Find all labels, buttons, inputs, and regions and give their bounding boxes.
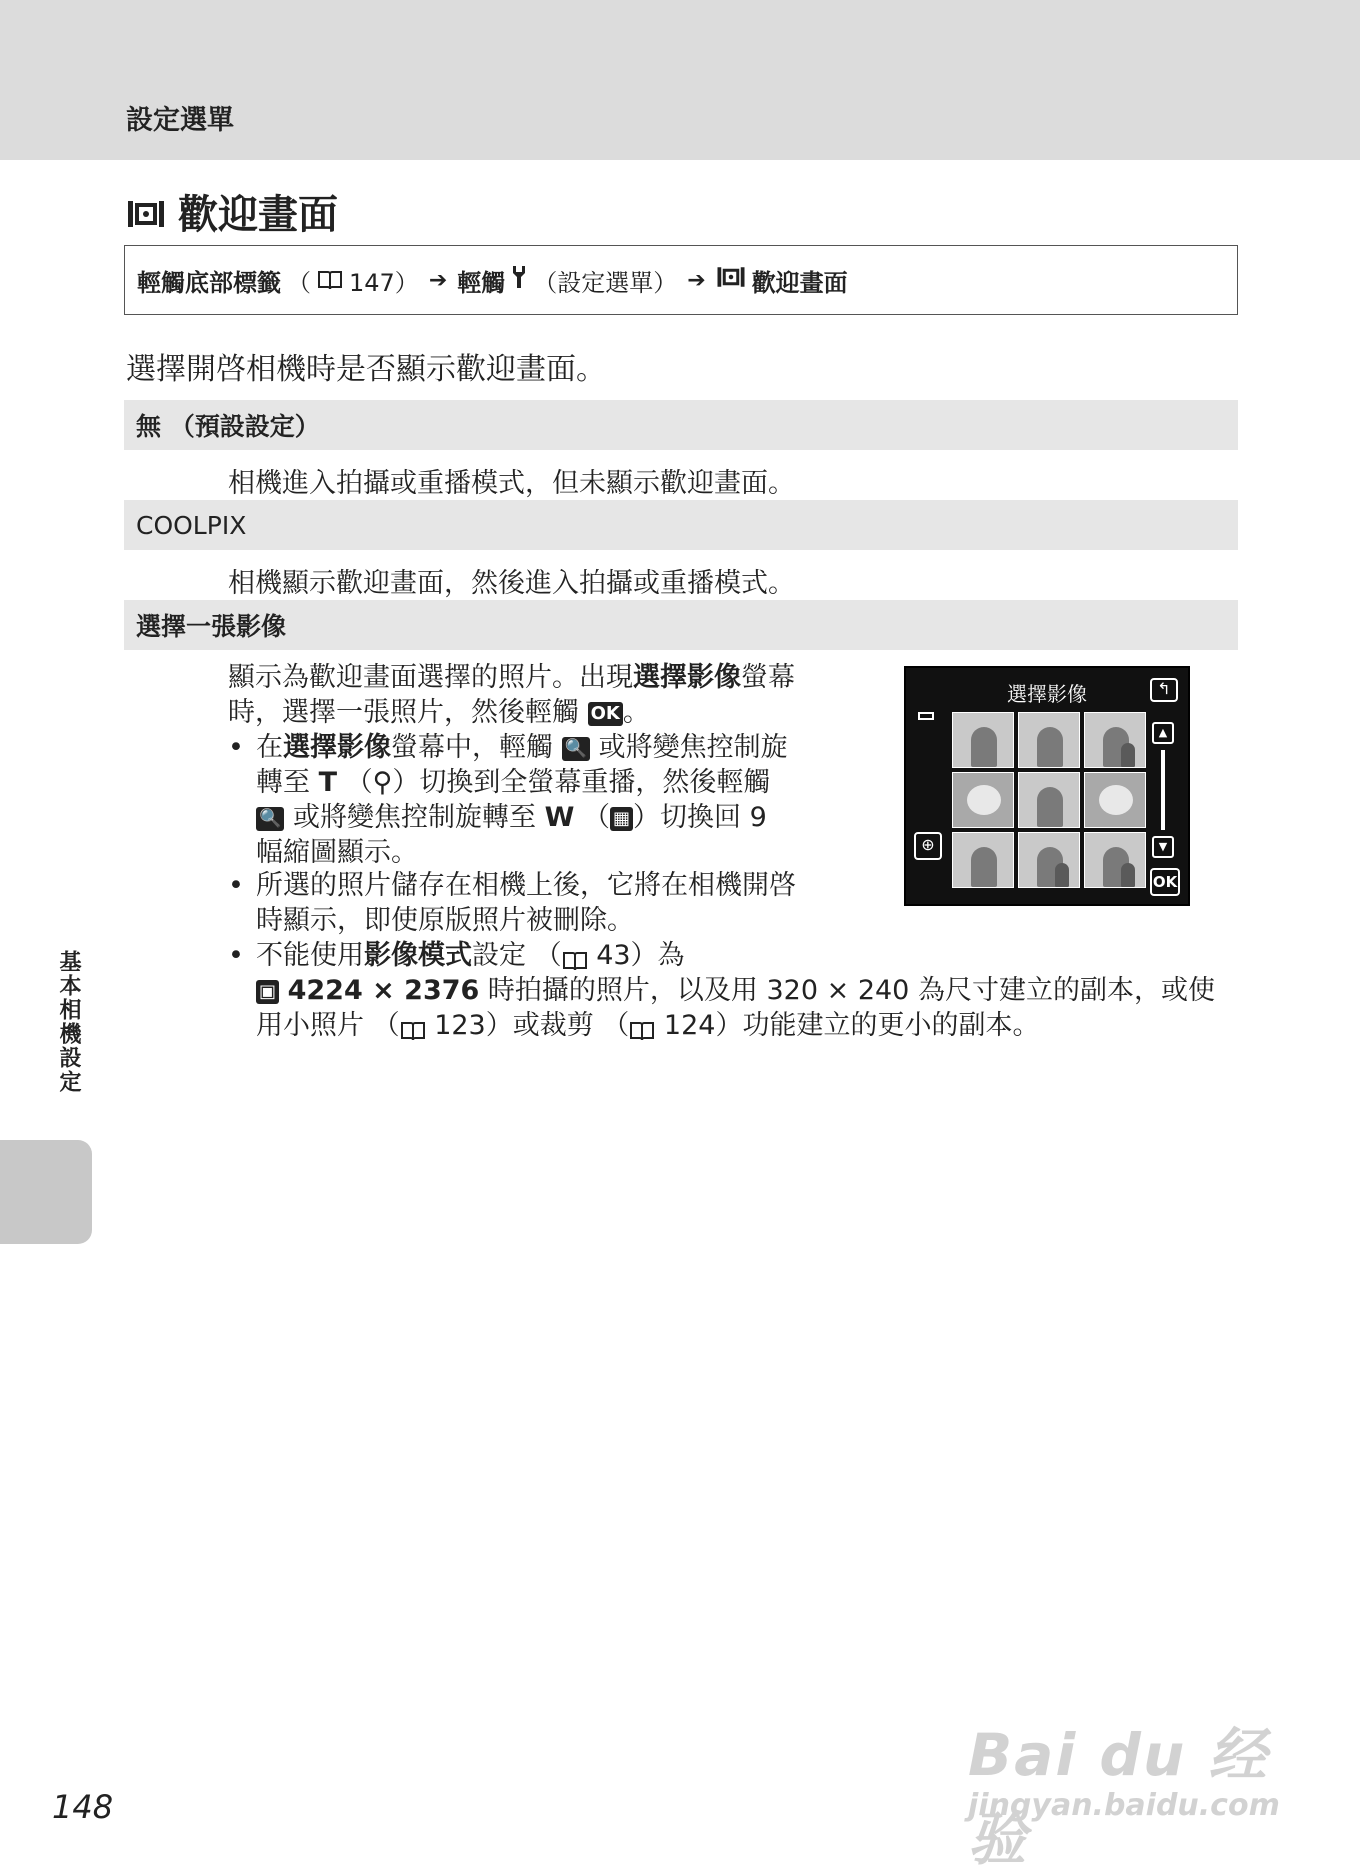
arrow-right-icon: ➔ <box>428 267 448 293</box>
option-header-coolpix: COOLPIX <box>124 500 1238 550</box>
bullet-text: 所選的照片儲存在相機上後，它將在相機開啓 <box>256 870 796 901</box>
bullet-bold: 選擇影像 <box>283 732 391 763</box>
option-header-none: 無 （預設設定） <box>124 400 1238 450</box>
bullet-text: 124）功能建立的更小的副本。 <box>663 1010 1040 1041</box>
scroll-track <box>1161 750 1165 830</box>
bullet-bold: 影像模式 <box>364 940 472 971</box>
thumbnail <box>1084 712 1146 768</box>
nav-step-1: 輕觸底部標籤 <box>137 268 281 297</box>
desc-text: 螢幕 <box>741 662 795 693</box>
book-icon <box>629 1016 655 1038</box>
wrench-icon <box>511 265 527 295</box>
bullet-text: ）切換回 9 <box>633 802 767 833</box>
desc-bold: 選擇影像 <box>633 662 741 693</box>
option-desc-none: 相機進入拍攝或重播模式，但未顯示歡迎畫面。 <box>228 468 795 499</box>
bullet-2: • 所選的照片儲存在相機上後，它將在相機開啓 時顯示，即使原版照片被刪除。 <box>256 868 876 938</box>
bullet-text: 轉至 <box>256 767 310 798</box>
nav-step-2b: （設定選單） <box>533 268 678 297</box>
image-mode-icon: ▣ <box>256 980 279 1004</box>
bullet-text: 123）或裁剪 （ <box>434 1010 630 1041</box>
thumbnail-grid-icon: ▦ <box>610 807 633 831</box>
bullet-text: 在 <box>256 732 283 763</box>
welcome-screen-icon <box>126 195 166 229</box>
scrollbar <box>1152 722 1174 858</box>
nav-ref: 147） <box>349 268 419 297</box>
option-header-select-image: 選擇一張影像 <box>124 600 1238 650</box>
thumbnail <box>952 712 1014 768</box>
thumbnail <box>1084 772 1146 828</box>
bullet-text: 或將變焦控制旋轉至 <box>293 802 537 833</box>
bullet-text: 不能使用 <box>256 940 364 971</box>
camera-screen-illustration <box>904 666 1190 906</box>
side-tab-marker <box>0 1140 92 1244</box>
bullet-text: 時拍攝的照片，以及用 320 × 240 為尺寸建立的副本，或使 <box>487 975 1215 1006</box>
side-tab-label: 基本相機設定 <box>56 950 81 1094</box>
thumbnail <box>1018 712 1080 768</box>
thumbnail <box>1084 832 1146 888</box>
book-icon <box>562 946 588 968</box>
bullet-bold: W <box>544 802 575 833</box>
scroll-down-icon: ▼ <box>1152 836 1174 858</box>
bullet-text: （ <box>583 802 610 833</box>
nav-step-3: 歡迎畫面 <box>751 268 848 297</box>
back-icon: ↰ <box>1150 678 1178 702</box>
scroll-up-icon: ▲ <box>1152 722 1174 744</box>
nav-step-2: 輕觸 <box>457 268 506 297</box>
navigation-path <box>124 245 1238 315</box>
welcome-screen-icon <box>716 264 746 296</box>
bullet-text: 設定 （ <box>472 940 562 971</box>
thumbnail <box>1018 772 1080 828</box>
page-heading <box>126 183 338 240</box>
battery-icon <box>918 712 934 720</box>
arrow-right-icon: ➔ <box>687 267 706 293</box>
select-image-description <box>228 660 868 730</box>
bullet-text: 螢幕中，輕觸 <box>391 732 553 763</box>
thumbnail-grid <box>952 712 1146 888</box>
zoom-in-icon: ⊕ <box>914 832 942 860</box>
camera-screen-title: 選擇影像 <box>1007 682 1087 706</box>
bullet-bold: T <box>318 767 338 798</box>
magnifier-icon: ⚲ <box>372 767 393 798</box>
bullet-1: • 在選擇影像螢幕中，輕觸 🔍 或將變焦控制旋 轉至 T （⚲）切換到全螢幕重播，然後輕觸 🔍 或將變焦控制旋轉至 W （ ▦ ）切換回 9 幅縮圖顯示。 <box>256 730 876 870</box>
nav-paren: （ <box>287 268 311 297</box>
desc-text: 。 <box>622 697 650 728</box>
bullet-text: 用小照片 （ <box>256 1010 400 1041</box>
book-icon <box>317 269 343 291</box>
bullet-bold: 4224 × 2376 <box>287 975 480 1006</box>
section-title: 設定選單 <box>126 105 234 136</box>
book-icon <box>400 1016 426 1038</box>
bullet-text: 43）為 <box>596 940 685 971</box>
zoom-in-icon: 🔍 <box>256 807 284 831</box>
thumbnail <box>952 832 1014 888</box>
bullet-text: 幅縮圖顯示。 <box>256 837 418 868</box>
thumbnail <box>952 772 1014 828</box>
bullet-text: ）切換到全螢幕重播，然後輕觸 <box>392 767 771 798</box>
intro-text: 選擇開啓相機時是否顯示歡迎畫面。 <box>126 352 606 387</box>
ok-button-icon: OK <box>1150 868 1180 896</box>
ok-icon: OK <box>588 702 623 726</box>
bullet-text: （ <box>345 767 373 798</box>
watermark-url: jingyan.baidu.com <box>968 1788 1280 1823</box>
watermark <box>968 1680 1280 1872</box>
bullet-text: 時顯示，即使原版照片被刪除。 <box>256 905 634 936</box>
bullet-3: • 不能使用影像模式設定 （ 43）為 ▣ 4224 × 2376 時拍攝的照片，以及用 320 × 240 為尺寸建立的副本，或使 用小照片 （ 123）或裁剪 （ 124）功能建立的更小的副本。 <box>228 940 1215 1041</box>
desc-text: 顯示為歡迎畫面選擇的照片。出現 <box>228 662 633 693</box>
bullet-text: 或將變焦控制旋 <box>598 732 788 763</box>
zoom-in-icon: 🔍 <box>562 737 590 761</box>
desc-text: 時，選擇一張照片，然後輕觸 <box>228 697 579 728</box>
thumbnail <box>1018 832 1080 888</box>
page-number: 148 <box>52 1788 114 1826</box>
page-title: 歡迎畫面 <box>178 192 338 238</box>
option-desc-coolpix: 相機顯示歡迎畫面，然後進入拍攝或重播模式。 <box>228 568 795 599</box>
watermark-main: Bai du 经验 <box>968 1721 1269 1872</box>
